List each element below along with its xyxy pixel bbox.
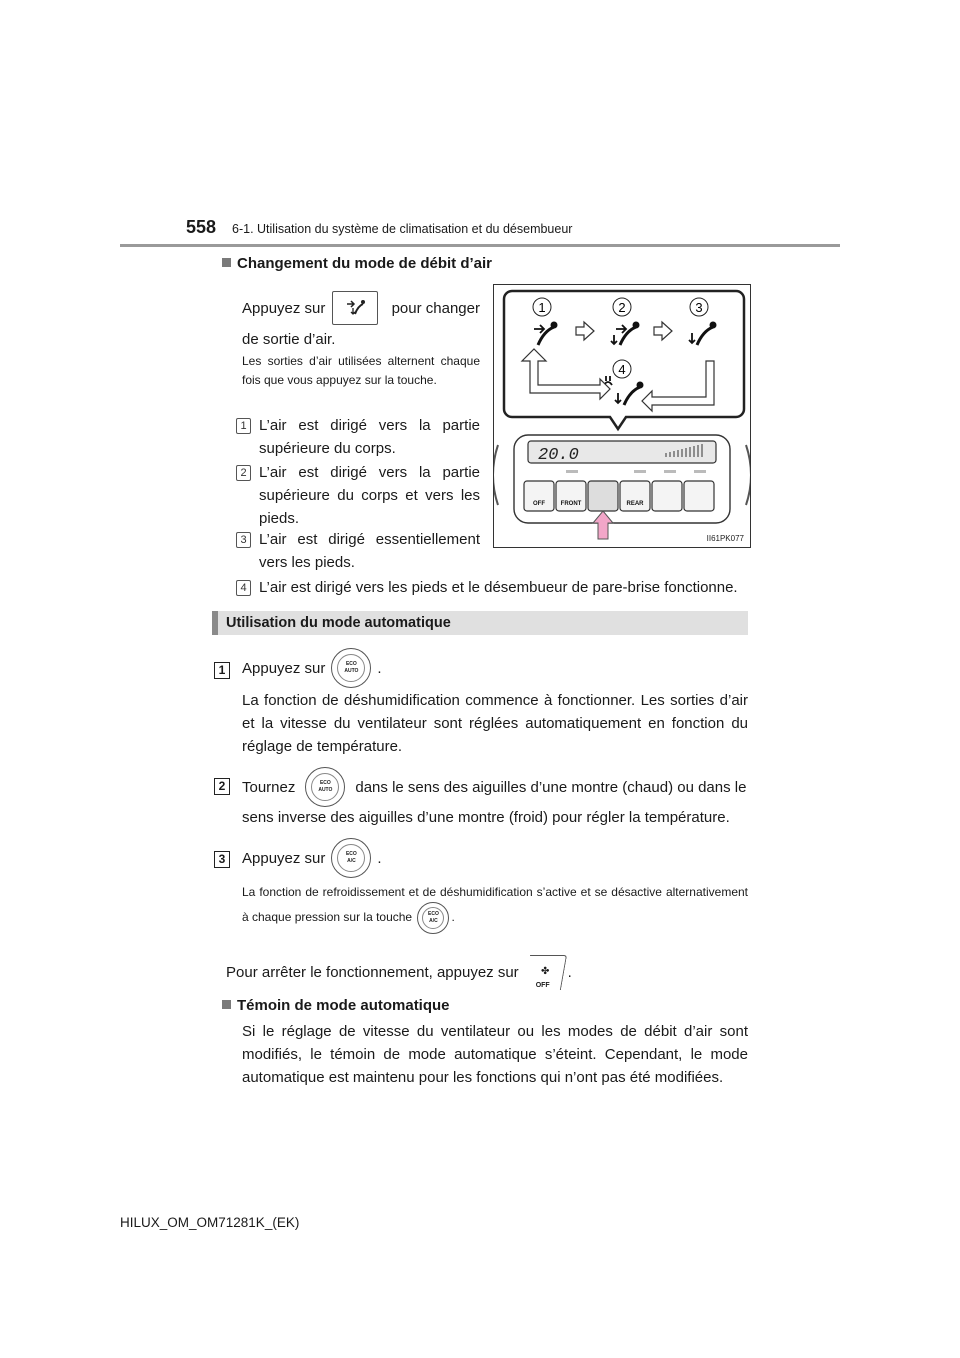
airflow-item-1: L’air est dirigé vers la partie supérieure du corps. bbox=[259, 417, 480, 457]
step-number: 3 bbox=[214, 851, 230, 868]
airflow-instruction: Appuyez sur pour changer de sortie d’air. bbox=[242, 290, 480, 351]
item-number: 1 bbox=[236, 418, 251, 434]
section-title: Utilisation du mode automatique bbox=[226, 615, 451, 631]
display-temperature: 20.0 bbox=[538, 446, 579, 465]
airflow-heading: Changement du mode de débit d’air bbox=[222, 255, 492, 272]
callout-4: 4 bbox=[618, 362, 626, 377]
airflow-note: Les sorties d’air utilisées alternent chaque fois que vous appuyez sur la touche. bbox=[242, 354, 480, 387]
panel-rear-label: REAR bbox=[626, 501, 644, 507]
item-number: 2 bbox=[236, 465, 251, 481]
airflow-item-2: L’air est dirigé vers la partie supérieure du corps et vers les pieds. bbox=[259, 464, 480, 527]
airflow-item-3: L’air est dirigé essentiellement vers les pieds. bbox=[259, 531, 480, 571]
stop-instruction: Pour arrêter le fonctionnement, appuyez sur ✤ OFF . bbox=[226, 952, 572, 992]
panel-front-label: FRONT bbox=[560, 501, 582, 507]
step-2-instruction: Tournez ECO AUTO dans le sens des aiguilles d’une montre (chaud) ou dans le sens inverse des aiguilles d’une montre (froid) pour régler la température. bbox=[242, 767, 748, 829]
step-3-instruction: Appuyez sur ECO A/C . bbox=[242, 838, 382, 878]
step-number: 1 bbox=[214, 662, 230, 679]
indicator-text: Si le réglage de vitesse du ventilateur ou les modes de débit d’air sont modifiés, le témoin de mode automatique s’éteint. Cependant, le mode automatique est maintenu pour les fonctions qui n’ont pas été modifiées. bbox=[242, 1023, 748, 1086]
document-id: HILUX_OM_OM71281K_(EK) bbox=[120, 1215, 300, 1230]
item-number: 4 bbox=[236, 580, 251, 596]
step-1-instruction: Appuyez sur ECO AUTO . bbox=[242, 648, 382, 688]
section-header: 6-1. Utilisation du système de climatisation et du désembueur bbox=[232, 222, 573, 236]
ac-button-icon: ECO A/C bbox=[331, 838, 371, 878]
callout-3: 3 bbox=[695, 300, 703, 315]
bullet-square bbox=[222, 258, 231, 267]
step-number: 2 bbox=[214, 778, 230, 795]
step-3-note: La fonction de refroidissement et de déshumidification s’active et se désactive alternativement à chaque pression sur la touche ECO A/C . bbox=[242, 882, 748, 934]
off-button-icon: ✤ OFF bbox=[524, 955, 567, 990]
ac-button-icon-small: ECO A/C bbox=[417, 902, 449, 934]
step-1-detail: La fonction de déshumidification commence à fonctionner. Les sorties d’air et la vitesse du ventilateur sont réglées automatiquement en fonction du réglage de température. bbox=[242, 692, 748, 755]
callout-1: 1 bbox=[538, 300, 546, 315]
auto-button-icon: ECO AUTO bbox=[331, 648, 371, 688]
climate-panel-illustration bbox=[494, 285, 750, 547]
auto-knob-icon: ECO AUTO bbox=[305, 767, 345, 807]
panel-off-label: OFF bbox=[533, 501, 545, 507]
figure-code: II61PK077 bbox=[706, 534, 744, 543]
bullet-square bbox=[222, 1000, 231, 1009]
item-number: 3 bbox=[236, 532, 251, 548]
indicator-heading: Témoin de mode automatique bbox=[222, 997, 450, 1014]
header-rule bbox=[120, 244, 840, 247]
airflow-item-4: L’air est dirigé vers les pieds et le désembueur de pare-brise fonctionne. bbox=[259, 579, 738, 596]
climate-panel-figure bbox=[493, 284, 751, 548]
callout-2: 2 bbox=[618, 300, 626, 315]
airflow-mode-button-icon bbox=[332, 291, 378, 325]
section-title-bar bbox=[212, 611, 748, 635]
page-number: 558 bbox=[186, 217, 217, 237]
